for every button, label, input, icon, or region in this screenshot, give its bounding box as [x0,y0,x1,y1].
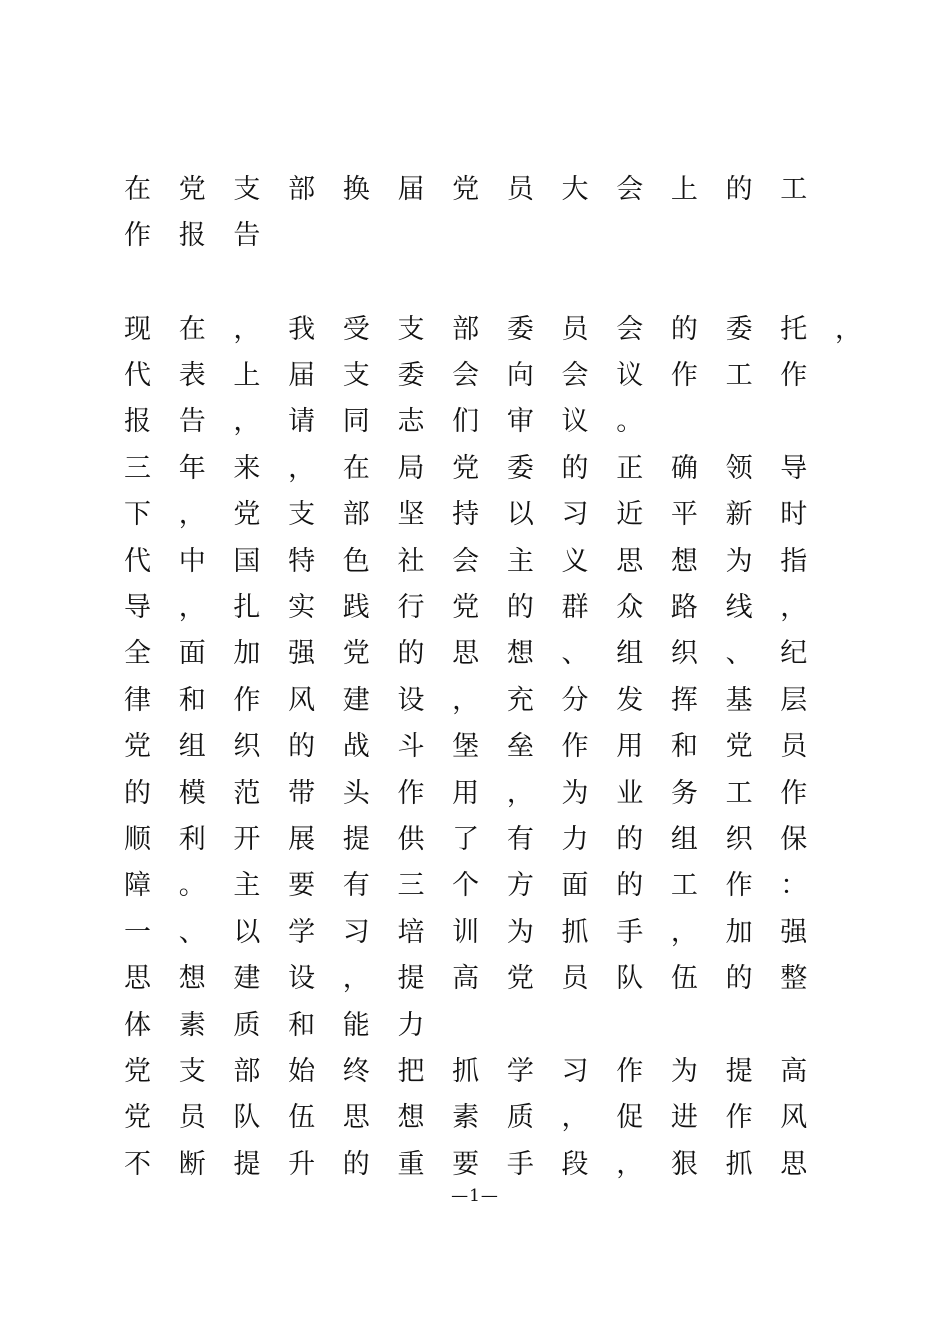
text-char: 学 [288,916,316,948]
text-char: 届 [288,360,316,392]
text-char: 抓 [561,916,589,948]
text-char: 群 [561,592,589,624]
text-char: 素 [178,1009,206,1041]
document-body [124,306,890,1187]
text-char: 习 [342,916,370,948]
text-char: 方 [506,870,534,902]
text-char: 能 [342,1009,370,1041]
body-line [124,1002,890,1048]
text-char: 层 [780,684,808,716]
text-char: 面 [561,870,589,902]
body-line [124,863,890,909]
text-char: 托 [780,313,808,345]
text-char: 体 [124,1009,151,1041]
text-char: 学 [506,1055,534,1087]
text-char: 力 [561,823,589,855]
text-char: 高 [780,1055,808,1087]
text-char: 来 [233,452,261,484]
text-char: 重 [397,1148,425,1180]
text-char: 的 [342,1148,370,1180]
text-char: 思 [124,963,151,995]
text-char: 特 [288,545,316,577]
text-char: 实 [288,592,316,624]
text-char: 支 [233,173,261,205]
text-char: 员 [561,313,589,345]
text-char: 党 [178,173,206,205]
text-char: 思 [780,1148,808,1180]
text-char: 设 [288,963,316,995]
text-char: 挥 [670,684,698,716]
text-char: 代 [124,360,151,392]
text-char: 以 [506,499,534,531]
text-char: 为 [725,545,753,577]
text-char: 作 [725,870,753,902]
text-char: 告 [178,406,206,438]
text-char: 作 [397,777,425,809]
text-char: 狠 [670,1148,698,1180]
text-char: 众 [616,592,644,624]
text-char: 带 [288,777,316,809]
text-char: 线 [725,592,753,624]
text-char: 有 [506,823,534,855]
text-char: 战 [342,731,370,763]
text-char: 义 [561,545,589,577]
text-char: 建 [342,684,370,716]
text-char: 手 [506,1148,534,1180]
text-char: 的 [670,313,698,345]
text-char: 议 [561,406,589,438]
text-char: 强 [288,638,316,670]
text-char: ， [288,452,316,484]
text-char: 想 [670,545,698,577]
body-line [124,306,890,352]
text-char: 展 [288,823,316,855]
text-char: 党 [233,499,261,531]
text-char: 和 [288,1009,316,1041]
text-char: 作 [561,731,589,763]
text-char: 领 [725,452,753,484]
text-char: 议 [616,360,644,392]
text-char: 充 [506,684,534,716]
text-char: 质 [506,1102,534,1134]
text-char: 主 [233,870,261,902]
text-char: 年 [178,452,206,484]
text-char: 训 [452,916,480,948]
text-char: 员 [561,963,589,995]
text-char: 思 [342,1102,370,1134]
text-char: 作 [725,1102,753,1134]
body-line [124,492,890,538]
text-char: ， [178,499,206,531]
text-char: 提 [233,1148,261,1180]
text-char: 队 [233,1102,261,1134]
text-char: 部 [342,499,370,531]
text-char: 的 [124,777,151,809]
text-char: 的 [397,638,425,670]
text-char: 为 [506,916,534,948]
text-char: 织 [725,823,753,855]
text-char: 在 [342,452,370,484]
text-char: 三 [124,452,151,484]
text-char: 党 [725,731,753,763]
text-char: 障 [124,870,151,902]
text-char: 支 [342,360,370,392]
text-char: ， [452,684,480,716]
text-char: 局 [397,452,425,484]
text-char: 大 [561,173,589,205]
text-char: 以 [233,916,261,948]
text-char: 工 [725,777,753,809]
body-line [124,770,890,816]
text-char: ， [561,1102,589,1134]
text-char: 党 [452,173,480,205]
text-char: 委 [397,360,425,392]
text-char: 队 [616,963,644,995]
text-char: 段 [561,1148,589,1180]
text-char: 手 [616,916,644,948]
text-char: 不 [124,1148,151,1180]
text-char: 建 [233,963,261,995]
text-char: 作 [233,684,261,716]
text-char: 加 [233,638,261,670]
text-char: 党 [124,731,151,763]
text-char: 纪 [780,638,808,670]
text-char: 审 [506,406,534,438]
text-char: 报 [124,406,151,438]
text-char: 个 [452,870,480,902]
text-char: 始 [288,1055,316,1087]
text-char: 、 [561,638,589,670]
text-char: 抓 [452,1055,480,1087]
text-char: 升 [288,1148,316,1180]
text-char: 提 [397,963,425,995]
page-number: —1— [451,1186,499,1206]
text-char: 三 [397,870,425,902]
text-char: 顺 [124,823,151,855]
body-line [124,1095,890,1141]
text-char: 会 [616,313,644,345]
text-char: ， [506,777,534,809]
text-char: 风 [288,684,316,716]
text-char: 力 [397,1009,425,1041]
text-char: 践 [342,592,370,624]
text-char: 了 [452,823,480,855]
text-char: 用 [452,777,480,809]
text-char: 作 [124,220,151,252]
text-char: 有 [342,870,370,902]
text-char: 为 [670,1055,698,1087]
text-char: 组 [178,731,206,763]
text-char: 、 [725,638,753,670]
text-char: 要 [288,870,316,902]
text-char: 基 [725,684,753,716]
text-char: 素 [452,1102,480,1134]
body-line [124,724,890,770]
text-char: 下 [124,499,151,531]
title-line [124,212,835,258]
text-char: 上 [233,360,261,392]
text-char: 同 [342,406,370,438]
text-char: 促 [616,1102,644,1134]
text-char: 社 [397,545,425,577]
text-char: 组 [616,638,644,670]
text-char: 质 [233,1009,261,1041]
text-char: 培 [397,916,425,948]
text-char: 。 [616,406,644,438]
text-char: ： [780,870,808,902]
text-char: 面 [178,638,206,670]
text-char: 指 [780,545,808,577]
text-char: 要 [452,1148,480,1180]
text-char: 思 [616,545,644,577]
text-char: 堡 [452,731,480,763]
text-char: 高 [452,963,480,995]
text-char: 持 [452,499,480,531]
text-char: 织 [233,731,261,763]
text-char: 斗 [397,731,425,763]
text-char: 把 [397,1055,425,1087]
text-char: 员 [506,173,534,205]
text-char: 色 [342,545,370,577]
text-char: 部 [233,1055,261,1087]
text-char: 表 [178,360,206,392]
text-char: 员 [178,1102,206,1134]
text-char: 支 [397,313,425,345]
text-char: 党 [124,1102,151,1134]
text-char: 抓 [725,1148,753,1180]
text-char: 强 [780,916,808,948]
text-char: 织 [670,638,698,670]
text-char: 平 [670,499,698,531]
text-char: ， [780,592,808,624]
text-char: 供 [397,823,425,855]
text-char: 垒 [506,731,534,763]
body-line [124,538,890,584]
text-char: 会 [452,545,480,577]
text-char: 向 [506,360,534,392]
text-char: 换 [342,173,370,205]
text-char: 代 [124,545,151,577]
text-char: 会 [616,173,644,205]
text-char: 头 [342,777,370,809]
text-char: 党 [452,452,480,484]
text-char: 在 [124,173,151,205]
text-char: 组 [670,823,698,855]
text-char: 作 [780,777,808,809]
body-line [124,955,890,1001]
text-char: 们 [452,406,480,438]
text-char: 用 [616,731,644,763]
text-char: 进 [670,1102,698,1134]
text-char: 范 [233,777,261,809]
body-line [124,445,890,491]
text-char: ， [342,963,370,995]
text-char: 中 [178,545,206,577]
text-char: 受 [342,313,370,345]
text-char: 路 [670,592,698,624]
text-char: 部 [288,173,316,205]
text-char: 、 [178,916,206,948]
text-char: 断 [178,1148,206,1180]
text-char: 工 [780,173,808,205]
text-char: 的 [561,452,589,484]
text-char: 的 [616,870,644,902]
text-char: 委 [506,452,534,484]
text-char: 党 [452,592,480,624]
text-char: 近 [616,499,644,531]
text-char: 模 [178,777,206,809]
text-char: 我 [288,313,316,345]
text-char: 提 [725,1055,753,1087]
body-line [124,1141,890,1187]
text-char: 支 [288,499,316,531]
text-char: 设 [397,684,425,716]
text-char: 时 [780,499,808,531]
text-char: 国 [233,545,261,577]
text-char: 届 [397,173,425,205]
text-char: 的 [616,823,644,855]
text-char: ， [616,1148,644,1180]
text-char: 伍 [670,963,698,995]
text-char: 员 [780,731,808,763]
text-char: 想 [178,963,206,995]
text-char: 作 [670,360,698,392]
text-char: 扎 [233,592,261,624]
text-char: 的 [288,731,316,763]
text-char: 作 [616,1055,644,1087]
text-char: 主 [506,545,534,577]
body-line [124,816,890,862]
text-char: ， [233,313,261,345]
text-char: 。 [178,870,206,902]
text-char: 委 [725,313,753,345]
text-char: 确 [670,452,698,484]
text-char: 导 [780,452,808,484]
body-line [124,631,890,677]
text-char: 志 [397,406,425,438]
text-char: 风 [780,1102,808,1134]
text-char: ， [670,916,698,948]
text-char: 的 [725,173,753,205]
text-char: 会 [561,360,589,392]
text-char: 开 [233,823,261,855]
text-char: 加 [725,916,753,948]
text-char: 保 [780,823,808,855]
text-char: 现 [124,313,151,345]
text-char: 习 [561,499,589,531]
text-char: 和 [178,684,206,716]
text-char: 支 [178,1055,206,1087]
text-char: 的 [506,592,534,624]
text-char: 请 [288,406,316,438]
text-char: 想 [506,638,534,670]
text-char: 整 [780,963,808,995]
text-char: 作 [780,360,808,392]
text-char: 伍 [288,1102,316,1134]
body-line [124,1048,890,1094]
text-char: 发 [616,684,644,716]
text-char: 新 [725,499,753,531]
text-char: 为 [561,777,589,809]
text-char: 行 [397,592,425,624]
text-char: 的 [725,963,753,995]
text-char: 部 [452,313,480,345]
text-char: ， [834,313,862,345]
text-char: 终 [342,1055,370,1087]
body-line [124,399,890,445]
text-char: 党 [342,638,370,670]
text-char: 全 [124,638,151,670]
text-char: 正 [616,452,644,484]
title-line [124,166,835,212]
text-char: 和 [670,731,698,763]
text-char: 导 [124,592,151,624]
text-char: 律 [124,684,151,716]
text-char: 报 [178,220,206,252]
text-char: ， [178,592,206,624]
text-char: ， [233,406,261,438]
text-char: 党 [124,1055,151,1087]
text-char: 一 [124,916,151,948]
body-line [124,677,890,723]
text-char: 上 [670,173,698,205]
text-char: 工 [725,360,753,392]
text-char: 提 [342,823,370,855]
text-char: 分 [561,684,589,716]
text-char: 会 [452,360,480,392]
text-char: 务 [670,777,698,809]
text-char: 党 [506,963,534,995]
body-line [124,584,890,630]
document-title [124,166,835,259]
text-char: 坚 [397,499,425,531]
text-char: 委 [506,313,534,345]
text-char: 在 [178,313,206,345]
text-char: 想 [397,1102,425,1134]
body-line [124,352,890,398]
text-char: 工 [670,870,698,902]
body-line [124,909,890,955]
text-char: 思 [452,638,480,670]
text-char: 告 [233,220,261,252]
text-char: 业 [616,777,644,809]
text-char: 习 [561,1055,589,1087]
text-char: 利 [178,823,206,855]
